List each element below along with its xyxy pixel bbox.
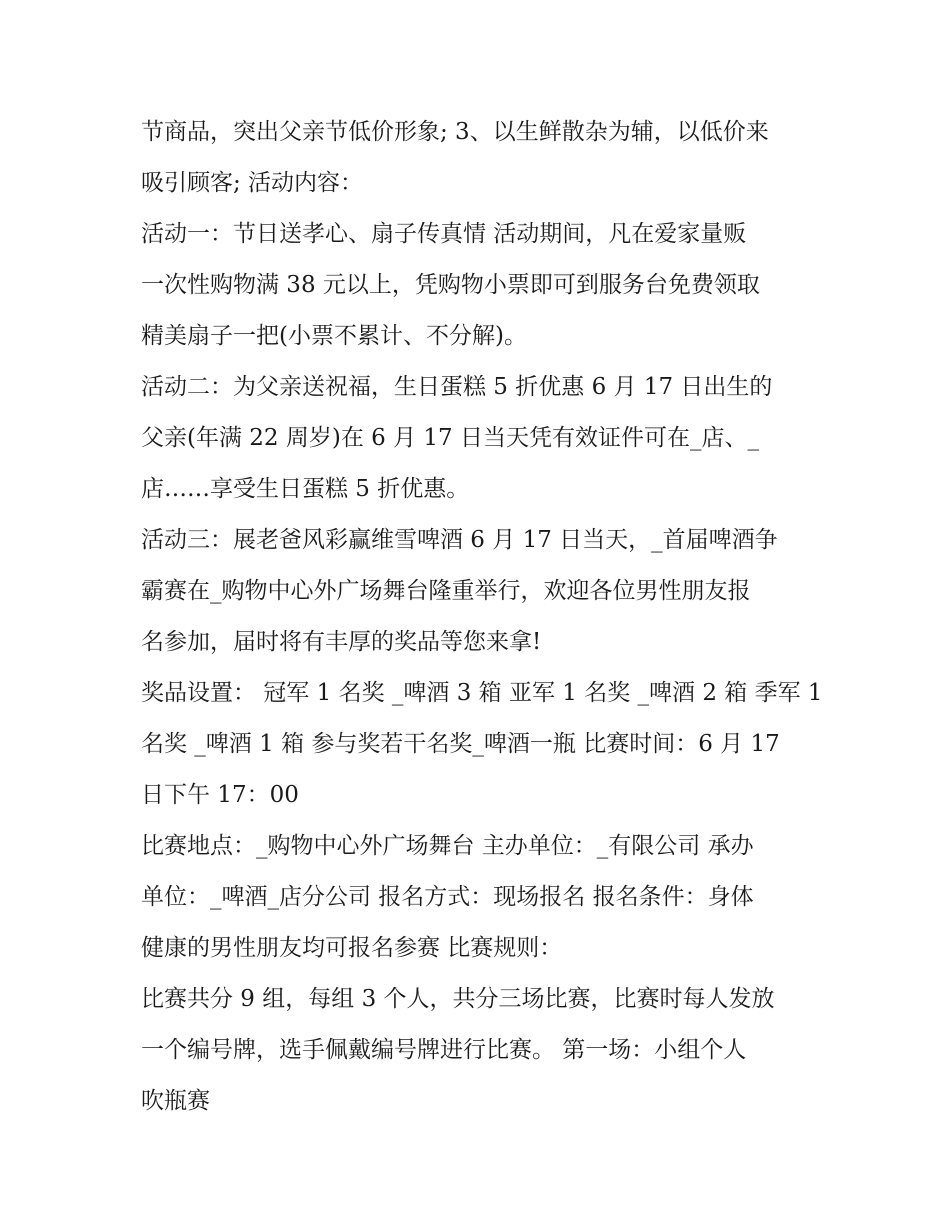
text-line: 一个编号牌，选手佩戴编号牌进行比赛。 第一场：小组个人 [141,1037,747,1063]
text-line: 精美扇子一把(小票不累计、不分解)。 [141,323,527,349]
document-body [141,107,821,1127]
text-line: 一次性购物满 38 元以上，凭购物小票即可到服务台免费领取 [141,272,760,298]
text-line: 健康的男性朋友均可报名参赛 比赛规则： [141,935,563,961]
text-line: 父亲(年满 22 周岁)在 6 月 17 日当天凭有效证件可在_店、_ [141,425,759,451]
text-line: 名参加，届时将有丰厚的奖品等您来拿! [141,629,542,655]
text-line: 单位：_啤酒_店分公司 报名方式：现场报名 报名条件：身体 [141,884,754,910]
text-line: 节商品，突出父亲节低价形象; 3、以生鲜散杂为辅，以低价来 [141,119,769,145]
text-line: 活动三：展老爸风彩赢维雪啤酒 6 月 17 日当天，_首届啤酒争 [141,527,778,553]
text-line: 霸赛在_购物中心外广场舞台隆重举行，欢迎各位男性朋友报 [141,578,751,604]
text-line: 奖品设置： 冠军 1 名奖 _啤酒 3 箱 亚军 1 名奖 _啤酒 2 箱 季军 1 [141,680,823,706]
text-line: 店……享受生日蛋糕 5 折优惠。 [141,476,470,502]
text-line: 名奖 _啤酒 1 箱 参与奖若干名奖_啤酒一瓶 比赛时间：6 月 17 [141,731,780,757]
text-line: 比赛地点：_购物中心外广场舞台 主办单位：_有限公司 承办 [141,833,754,859]
text-line: 吸引顾客; 活动内容： [141,170,364,196]
text-line: 活动二：为父亲送祝福，生日蛋糕 5 折优惠 6 月 17 日出生的 [141,374,773,400]
text-line: 活动一：节日送孝心、扇子传真情 活动期间，凡在爱家量贩 [141,221,747,247]
text-line: 吹瓶赛 [141,1088,210,1114]
text-line: 日下午 17：00 [141,782,299,808]
text-line: 比赛共分 9 组，每组 3 个人，共分三场比赛，比赛时每人发放 [141,986,775,1012]
